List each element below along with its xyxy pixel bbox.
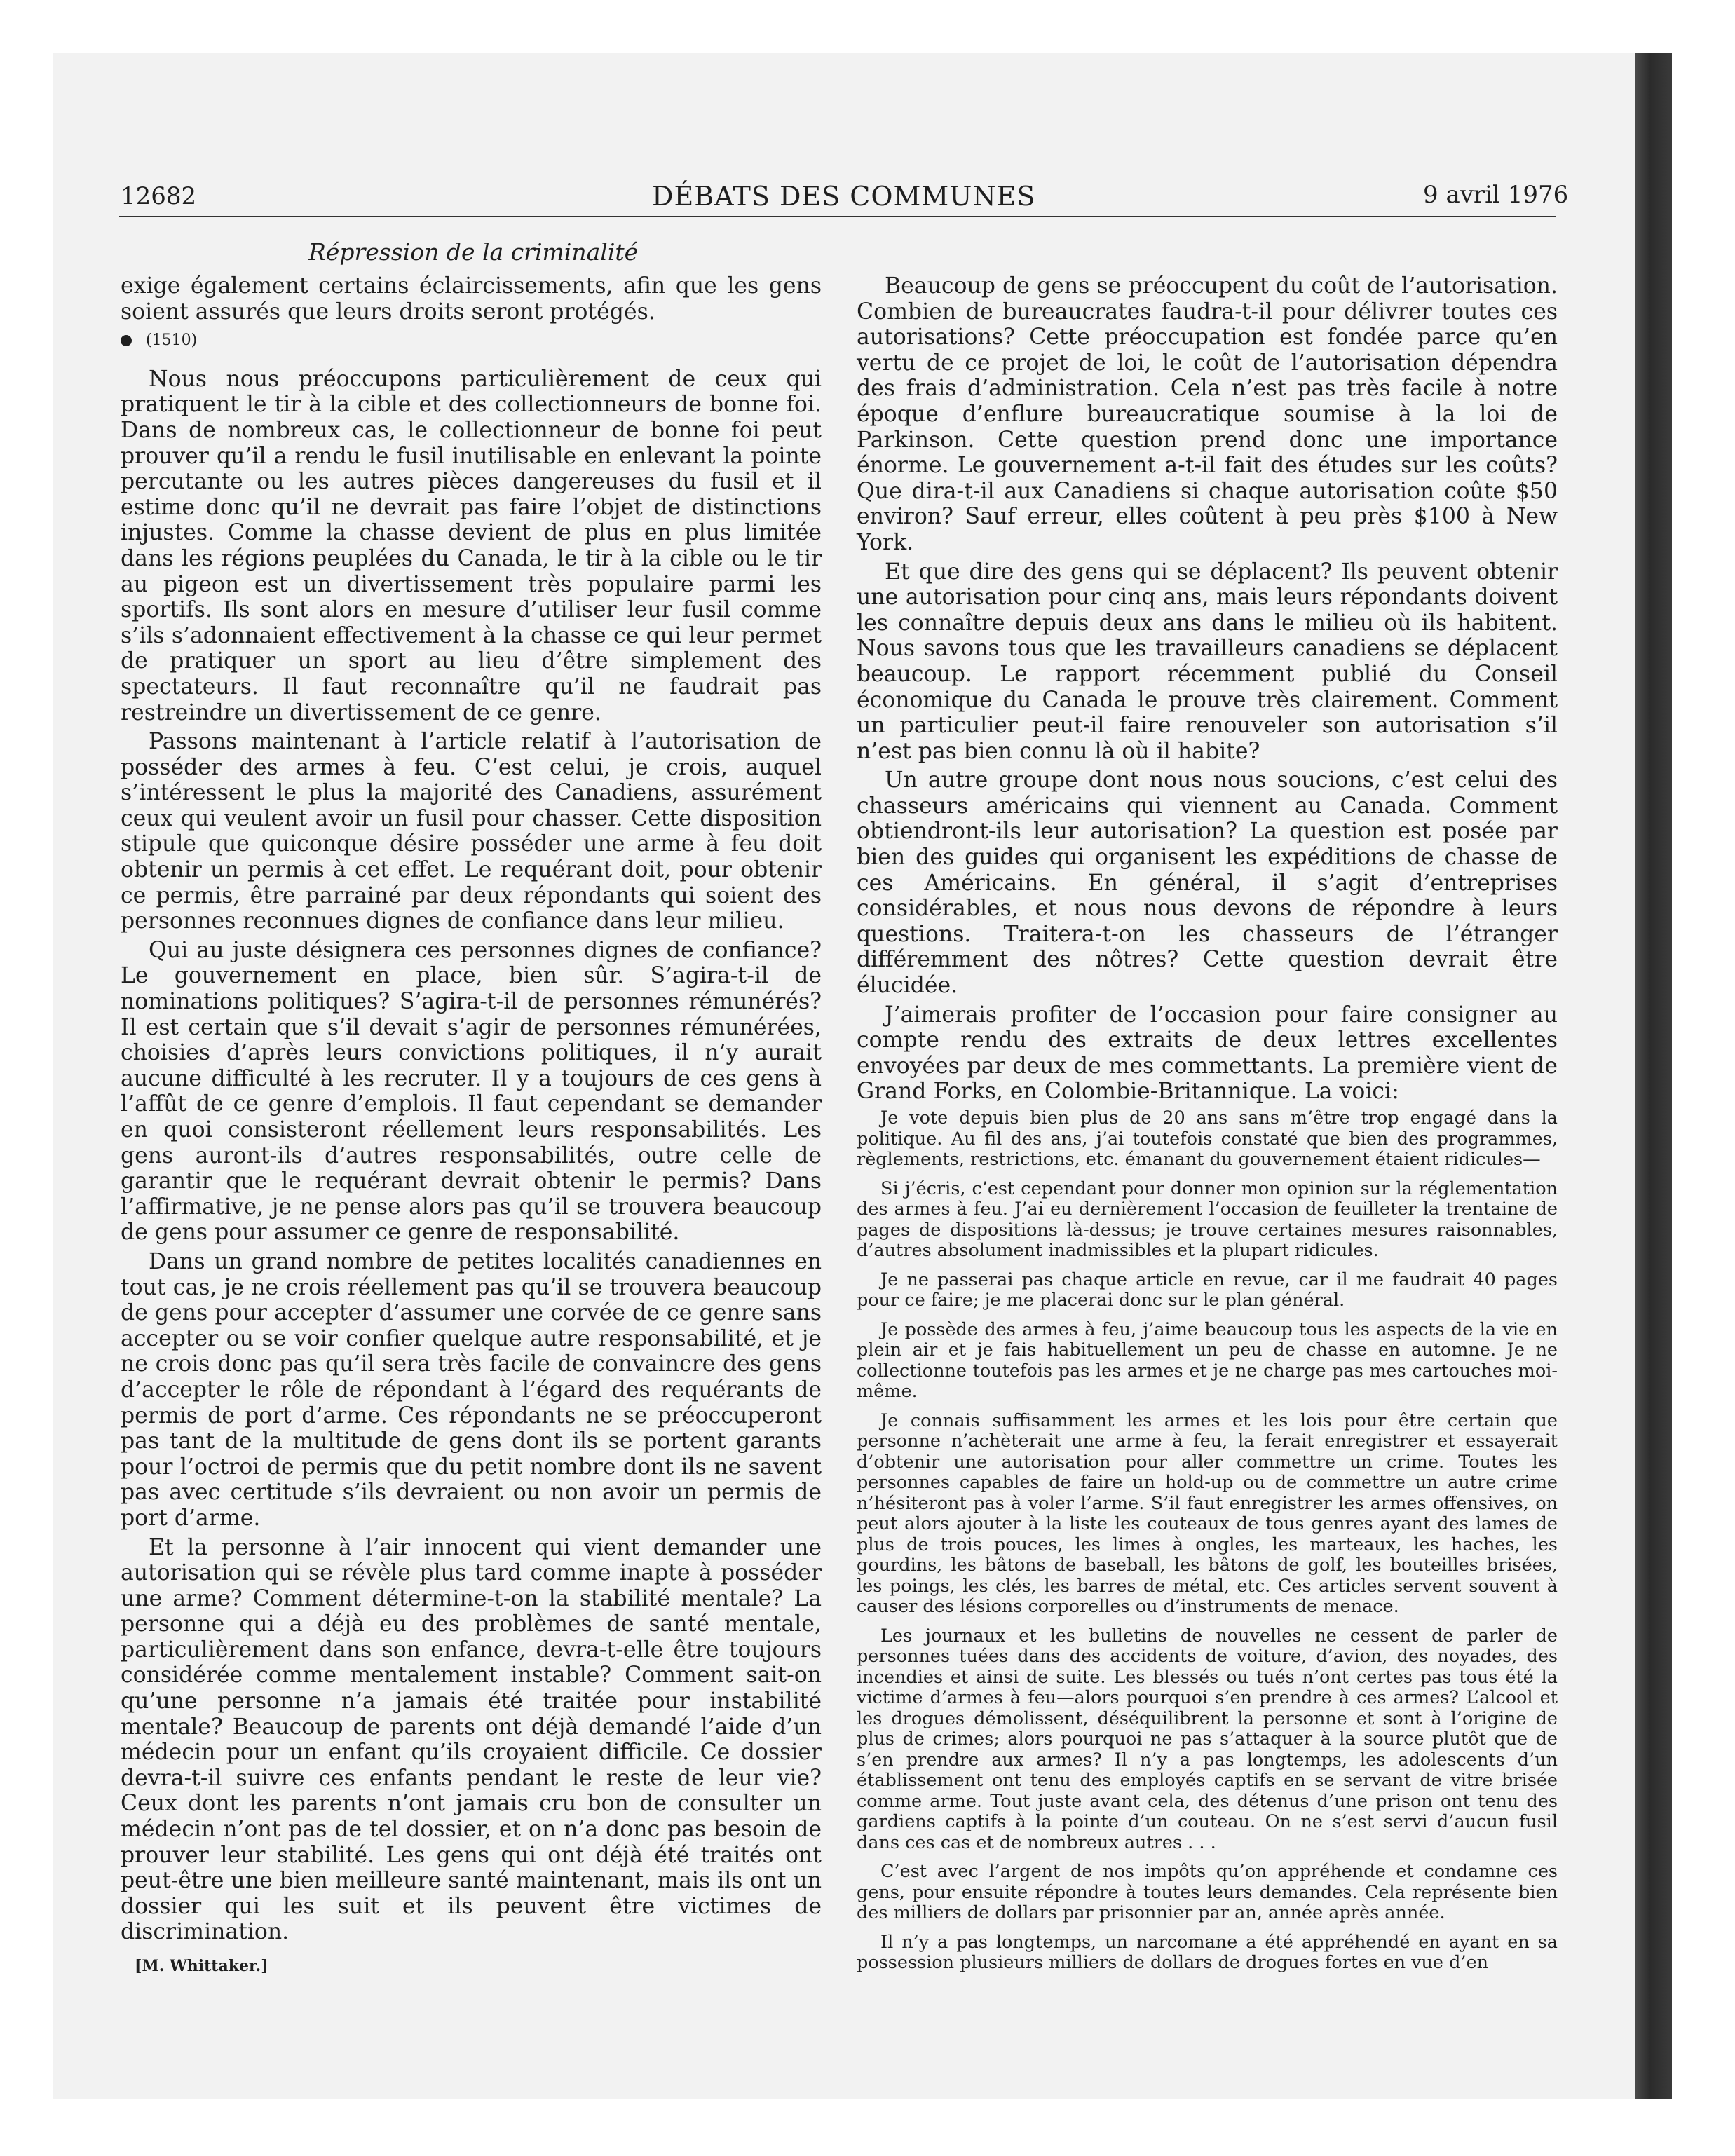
speaker-attribution: [M. Whittaker.]: [135, 1957, 268, 1975]
right-column: [857, 273, 1558, 1982]
paragraph: Et la personne à l’air innocent qui vient demander une autorisation qui se révèle plus tard comme inapte à posséder une arme? Comment détermine-t-on la stabilité mentale? La personne qui a déjà eu des problèmes de santé mentale, particulièrement dans son enfance, devra-t-elle être toujours considérée comme mentalement instable? Comment sait-on qu’une personne n’a jamais été traitée pour instabilité mentale? Beaucoup de parents ont déjà demandé l’aide d’un médecin pour un enfant qu’ils croyaient difficile. Ce dossier devra-t-il suivre ces enfants pendant le reste de leur vie? Ceux dont les parents n’ont jamais cru bon de consulter un médecin n’ont pas de tel dossier, et on n’a donc pas besoin de prouver leur stabilité. Les gens qui ont déjà été traités ont peut-être une bien meilleure santé maintenant, mais ils ont un dossier qui les suit et ils peuvent être victimes de discrimination.: [121, 1534, 822, 1945]
quote-paragraph: Je connais suffisamment les armes et les lois pour être certain que personne n’achèterait une arme à feu, la ferait enregistrer et essayerait d’obtenir une autorisation pour aller commettre un crime. Toutes les personnes capables de faire un hold-up ou de commettre un autre crime n’hésiteront pas à voler l’arme. S’il faut enregistrer les armes offensives, on peut alors ajouter à la liste les couteaux de tous genres ayant des lames de plus de trois pouces, les limes à ongles, les marteaux, les haches, les gourdins, les bâtons de baseball, les bâtons de golf, les bouteilles brisées, les poings, les clés, les barres de métal, etc. Ces articles servent souvent à causer des lésions corporelles ou d’instruments de menace.: [857, 1410, 1558, 1617]
paragraph: Dans un grand nombre de petites localités canadiennes en tout cas, je ne crois réellement pas qu’il se trouvera beaucoup de gens pour accepter d’assumer une corvée de ce genre sans accepter ou se voir confier quelque autre responsabilité, et je ne crois donc pas qu’il sera très facile de convaincre des gens d’accepter le rôle de répondant à l’égard des requérants de permis de port d’arme. Ces répondants ne se préoccuperont pas tant de la multitude de gens dont ils se portent garants pour l’octroi de permis que du petit nombre dont ils ne savent pas avec certitude s’ils devraient ou non avoir un permis de port d’arme.: [121, 1248, 822, 1531]
time-marker: [121, 328, 822, 354]
quote-paragraph: Si j’écris, c’est cependant pour donner mon opinion sur la réglementation des armes à feu. J’ai eu dernièrement l’occasion de feuilleter la trentaine de pages de dispositions là-dessus; je trouve certaines mesures raisonnables, d’autres absolument inadmissibles et la plupart ridicules.: [857, 1178, 1558, 1261]
paragraph: J’aimerais profiter de l’occasion pour faire consigner au compte rendu des extraits de deux lettres excellentes envoyées par deux de mes commettants. La première vient de Grand Forks, en Colombie-Britannique. La voici:: [857, 1002, 1558, 1105]
scan-edge-shadow: [1635, 53, 1672, 2099]
paragraph: Qui au juste désignera ces personnes dignes de confiance? Le gouvernement en place, bien sûr. S’agira-t-il de nominations politiques? S’agira-t-il de personnes rémunérés? Il est certain que s’il devait s’agir de personnes rémunérées, choisies d’après leurs convictions politiques, il n’y aurait aucune difficulté à les recruter. Il y a toujours de ces gens à l’affût de ce genre d’emplois. Il faut cependant se demander en quoi consisteront réellement leurs responsabilités. Les gens auront-ils d’autres responsabilités, outre celle de garantir que le requérant devrait obtenir le permis? Dans l’affirmative, je ne pense alors pas qu’il se trouvera beaucoup de gens pour assumer ce genre de responsabilité.: [121, 937, 822, 1246]
quoted-letter: [857, 1108, 1558, 1974]
page-number: 12682: [121, 182, 197, 210]
quote-paragraph: Je ne passerai pas chaque article en revue, car il me faudrait 40 pages pour ce faire; je me placerai donc sur le plan général.: [857, 1269, 1558, 1311]
paragraph: Nous nous préoccupons particulièrement de ceux qui pratiquent le tir à la cible et des collectionneurs de bonne foi. Dans de nombreux cas, le collectionneur de bonne foi peut prouver qu’il a rendu le fusil inutilisable en enlevant la pointe percutante ou les autres pièces dangereuses du fusil et il estime donc qu’il ne devrait pas faire l’objet de distinctions injustes. Comme la chasse devient de plus en plus limitée dans les régions peuplées du Canada, le tir à la cible ou le tir au pigeon est un divertissement très populaire parmi les sportifs. Ils sont alors en mesure d’utiliser leur fusil comme s’ils s’adonnaient effectivement à la chasse ce qui leur permet de pratiquer un sport au lieu d’être simplement des spectateurs. Il faut reconnaître qu’il ne faudrait pas restreindre un divertissement de ce genre.: [121, 366, 822, 725]
left-column: [121, 273, 822, 1979]
quote-paragraph: Il n’y a pas longtemps, un narcomane a été appréhendé en ayant en sa possession plusieurs milliers de dollars de drogues fortes en vue d’en: [857, 1931, 1558, 1973]
quote-paragraph: Je vote depuis bien plus de 20 ans sans m’être trop engagé dans la politique. Au fil des ans, j’ai toutefois constaté que bien des programmes, règlements, restrictions, etc. émanant du gouvernement étaient ridicules—: [857, 1107, 1558, 1170]
paragraph: Beaucoup de gens se préoccupent du coût de l’autorisation. Combien de bureaucrates faudra-t-il pour délivrer toutes ces autorisations? Cette préoccupation est fondée parce qu’en vertu de ce projet de loi, le coût de l’autorisation dépendra des frais d’administration. Cela n’est pas très facile à notre époque d’enflure bureaucratique soumise à la loi de Parkinson. Cette question prend donc une importance énorme. Le gouvernement a-t-il fait des études sur les coûts? Que dira-t-il aux Canadiens si chaque autorisation coûte $50 environ? Sauf erreur, elles coûtent à peu près $100 à New York.: [857, 273, 1558, 555]
paragraph: Passons maintenant à l’article relatif à l’autorisation de posséder des armes à feu. C’est celui, je crois, auquel s’intéressent le plus la majorité des Canadiens, assurément ceux qui veulent avoir un fusil pour chasser. Cette disposition stipule que quiconque désire posséder une arme à feu doit obtenir un permis à cet effet. Le requérant doit, pour obtenir ce permis, être parrainé par deux répondants qui soient des personnes reconnues dignes de confiance dans leur milieu.: [121, 729, 822, 934]
paragraph: Un autre groupe dont nous nous soucions, c’est celui des chasseurs américains qui viennent au Canada. Comment obtiendront-ils leur autorisation? La question est posée par bien des guides qui organisent les expéditions de chasse de ces Américains. En général, il s’agit d’entreprises considérables, et nous nous devons de répondre à leurs questions. Traitera-t-on les chasseurs de l’étranger différemment des nôtres? Cette question devrait être élucidée.: [857, 767, 1558, 999]
quote-paragraph: Je possède des armes à feu, j’aime beaucoup tous les aspects de la vie en plein air et je fais habituellement un peu de chasse en automne. Je ne collectionne toutefois pas les armes et je ne charge pas mes cartouches moi-même.: [857, 1318, 1558, 1402]
bullet-dot-icon: [121, 335, 132, 346]
page-date: 9 avril 1976: [1423, 181, 1569, 209]
journal-title: DÉBATS DES COMMUNES: [652, 181, 1036, 212]
running-subject: Répression de la criminalité: [308, 238, 639, 266]
quote-paragraph: Les journaux et les bulletins de nouvelles ne cessent de parler de personnes tuées dans des accidents de voiture, d’avion, des noyades, des incendies et ainsi de suite. Les blessés ou tués n’ont certes pas tous été la victime d’armes à feu—alors pourquoi s’en prendre à ces armes? L’alcool et les drogues démolissent, déséquilibrent la personne et sont à l’origine de plus de crimes; alors pourquoi ne pas s’attaquer à la source plutôt que de s’en prendre aux armes? Il n’y a pas longtemps, les adolescents d’un établissement ont tenu des employés captifs en se servant de vitre brisée comme arme. Tout juste avant cela, des détenus d’une prison ont tenu des gardiens captifs à la pointe d’un couteau. On ne s’est servi d’aucun fusil dans ces cas et de nombreux autres . . .: [857, 1625, 1558, 1853]
paragraph: Et que dire des gens qui se déplacent? Ils peuvent obtenir une autorisation pour cinq ans, mais leurs répondants doivent les connaître depuis deux ans dans le milieu où ils habitent. Nous savons tous que les travailleurs canadiens se déplacent beaucoup. Le rapport récemment publié du Conseil économique du Canada le prouve très clairement. Comment un particulier peut-il faire renouveler son autorisation s’il n’est pas bien connu là où il habite?: [857, 559, 1558, 764]
quote-paragraph: C’est avec l’argent de nos impôts qu’on appréhende et condamne ces gens, pour ensuite répondre à toutes leurs demandes. Cela représente bien des milliers de dollars par prisonnier par an, année après année.: [857, 1861, 1558, 1923]
time-marker-label: (1510): [146, 332, 198, 350]
header-rule: [119, 216, 1556, 217]
paragraph: exige également certains éclaircissements, afin que les gens soient assurés que leurs droits seront protégés.: [121, 273, 822, 325]
